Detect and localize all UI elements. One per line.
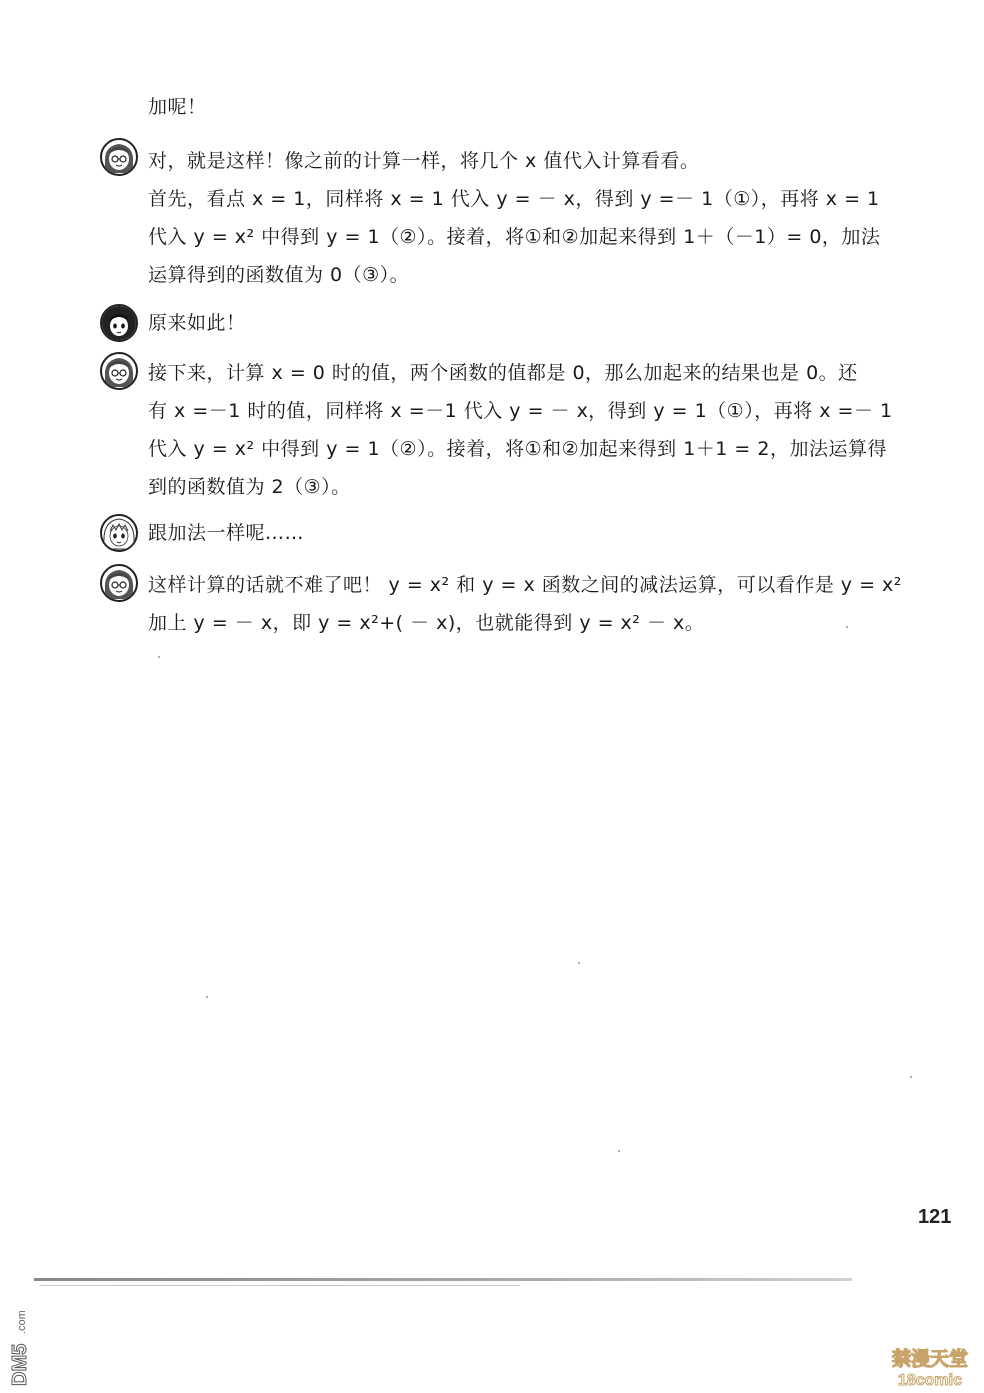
scan-speck: [618, 1150, 620, 1152]
scan-speck: [206, 996, 208, 998]
glasses-girl-avatar: [100, 352, 138, 390]
light-hair-girl-avatar: [100, 514, 138, 552]
glasses-girl-avatar: [100, 138, 138, 176]
text-line: 首先，看点 x = 1，同样将 x = 1 代入 y = － x，得到 y =－ 1（①），再将 x = 1: [148, 188, 880, 210]
dm5-watermark-logo: [8, 1284, 32, 1388]
speech-student-1: [148, 304, 908, 342]
scan-speck: [910, 1076, 912, 1078]
footer-rule: [34, 1278, 852, 1281]
text-line: 这样计算的话就不难了吧！ y = x² 和 y = x 函数之间的减法运算，可以看作是 y = x²: [148, 574, 902, 596]
text-line: 到的函数值为 2（③）。: [148, 476, 351, 498]
speech-teacher-2: [148, 354, 908, 506]
18comic-watermark-logo: [880, 1345, 980, 1389]
scan-speck: [846, 626, 848, 628]
glasses-girl-avatar: [100, 564, 138, 602]
footer-rule-thin: [40, 1285, 520, 1286]
text-line: 代入 y = x² 中得到 y = 1（②）。接着，将①和②加起来得到 1＋（－1）= 0，加法: [148, 226, 881, 248]
dark-hair-girl-avatar: [100, 304, 138, 342]
text-line: 加呢！: [148, 96, 207, 118]
speech-student-2: [148, 514, 908, 552]
text-line: 代入 y = x² 中得到 y = 1（②）。接着，将①和②加起来得到 1＋1 = 2，加法运算得: [148, 438, 887, 460]
text-line: 对，就是这样！像之前的计算一样，将几个 x 值代入计算看看。: [148, 150, 700, 172]
svg-text:.com: .com: [16, 1310, 28, 1334]
scan-speck: [158, 656, 160, 658]
intro-text: [148, 88, 908, 126]
text-line: 原来如此！: [148, 312, 246, 334]
speech-teacher-1: [148, 142, 908, 294]
scan-speck: [578, 962, 580, 964]
speech-teacher-3: [148, 566, 908, 642]
text-line: 跟加法一样呢……: [148, 522, 305, 544]
text-line: 运算得到的函数值为 0（③）。: [148, 264, 410, 286]
page-number: 121: [918, 1206, 952, 1228]
svg-text:DM5: DM5: [9, 1343, 31, 1386]
text-line: 有 x =－1 时的值，同样将 x =－1 代入 y = － x，得到 y = 1（①），再将 x =－ 1: [148, 400, 893, 422]
text-line: 接下来，计算 x = 0 时的值，两个函数的值都是 0，那么加起来的结果也是 0。还: [148, 362, 858, 384]
svg-text:禁漫天堂: 禁漫天堂: [891, 1348, 969, 1370]
text-line: 加上 y = － x，即 y = x²+( － x)，也就能得到 y = x² － x。: [148, 612, 705, 634]
svg-text:18comic: 18comic: [897, 1372, 963, 1389]
